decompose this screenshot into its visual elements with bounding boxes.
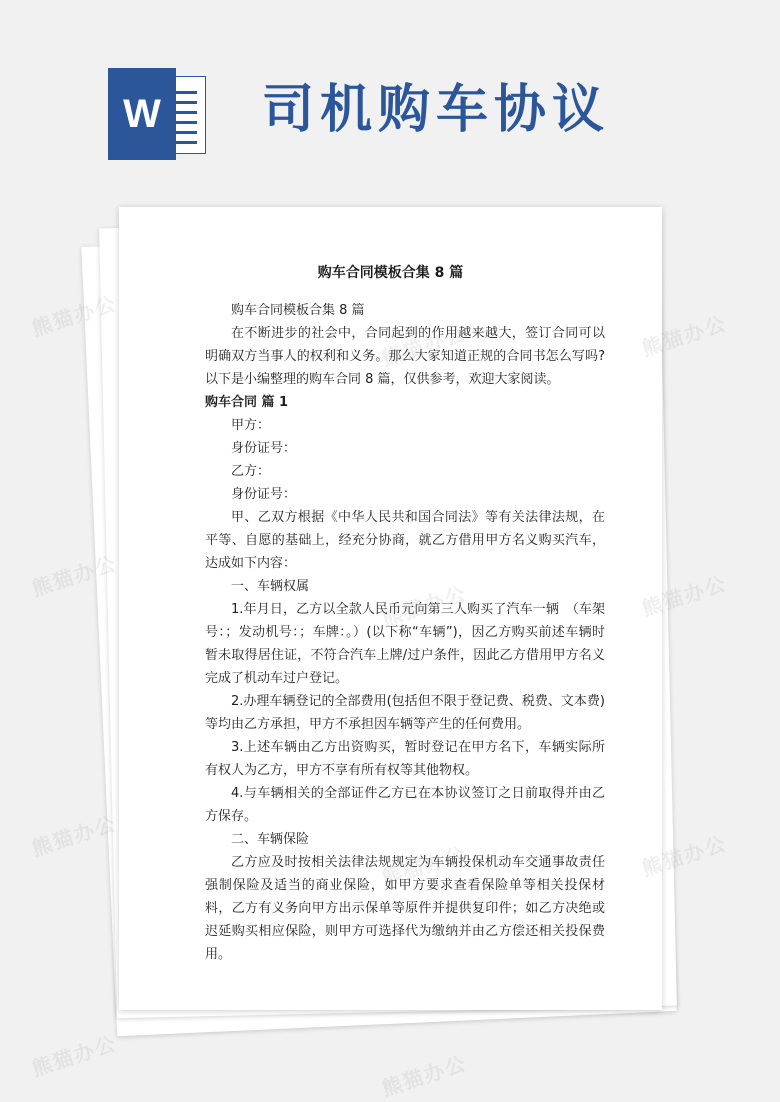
document-paragraph: 二、车辆保险: [231, 832, 310, 847]
document-paragraph: 乙方：: [231, 464, 271, 479]
document-paragraph: 甲、乙双方根据《中华人民共和国合同法》等有关法律法规，在平等、自愿的基础上，经充分协商，就乙方借用甲方名义购买汽车，达成如下内容：: [205, 510, 605, 571]
section-heading: 购车合同 篇 1: [205, 395, 289, 410]
watermark-text: 熊猫办公: [28, 290, 121, 341]
document-paragraph: 乙方应及时按相关法律法规规定为车辆投保机动车交通事故责任强制保险及适当的商业保险，如甲方要求查看保险单等相关投保材料，乙方有义务向甲方出示保单等原件并提供复印件；如乙方决绝或迟延购买相应保险，则甲方可选择代为缴纳并由乙方偿还相关投保费用。: [205, 855, 605, 962]
document-paragraph: 2.办理车辆登记的全部费用(包括但不限于登记费、税费、文本费)等均由乙方承担，甲方不承担因车辆等产生的任何费用。: [205, 694, 605, 732]
word-logo-icon: [108, 68, 210, 160]
document-paragraph: 1.年月日，乙方以全款人民币元向第三人购买了汽车一辆 （车架号：；发动机号：；车牌：。）(以下称“车辆”)，因乙方购买前述车辆时暂未取得居住证，不符合汽车上牌/过户条件，因此乙方借用甲方名义完成了机动车过户登记。: [205, 602, 605, 686]
watermark-text: 熊猫办公: [638, 830, 731, 881]
word-logo-letter: W: [108, 68, 176, 160]
banner-title: 司机购车协议: [262, 80, 611, 140]
document-page: [119, 207, 662, 1010]
document-body: [205, 299, 605, 966]
document-paragraph: 3.上述车辆由乙方出资购买，暂时登记在甲方名下，车辆实际所有权人为乙方，甲方不享有所有权等其他物权。: [205, 740, 605, 778]
watermark-text: 熊猫办公: [28, 550, 121, 601]
document-title: 购车合同模板合集 8 篇: [317, 265, 464, 281]
watermark-text: 熊猫办公: [28, 810, 121, 861]
document-paragraph: 身份证号：: [231, 487, 297, 502]
document-paragraph: 4.与车辆相关的全部证件乙方已在本协议签订之日前取得并由乙方保存。: [205, 786, 605, 824]
document-paragraph: 甲方：: [231, 418, 271, 433]
watermark-text: 熊猫办公: [638, 570, 731, 621]
watermark-text: 熊猫办公: [28, 1030, 121, 1081]
watermark-text: 熊猫办公: [638, 310, 731, 361]
watermark-text: 熊猫办公: [378, 1050, 471, 1101]
document-paragraph: 在不断进步的社会中，合同起到的作用越来越大，签订合同可以明确双方当事人的权利和义务。那么大家知道正规的合同书怎么写吗?以下是小编整理的购车合同 8 篇，仅供参考，欢迎大家阅读。: [205, 326, 605, 387]
document-paragraph: 身份证号：: [231, 441, 297, 456]
document-paragraph: 购车合同模板合集 8 篇: [231, 303, 365, 318]
document-paragraph: 一、车辆权属: [231, 579, 310, 594]
